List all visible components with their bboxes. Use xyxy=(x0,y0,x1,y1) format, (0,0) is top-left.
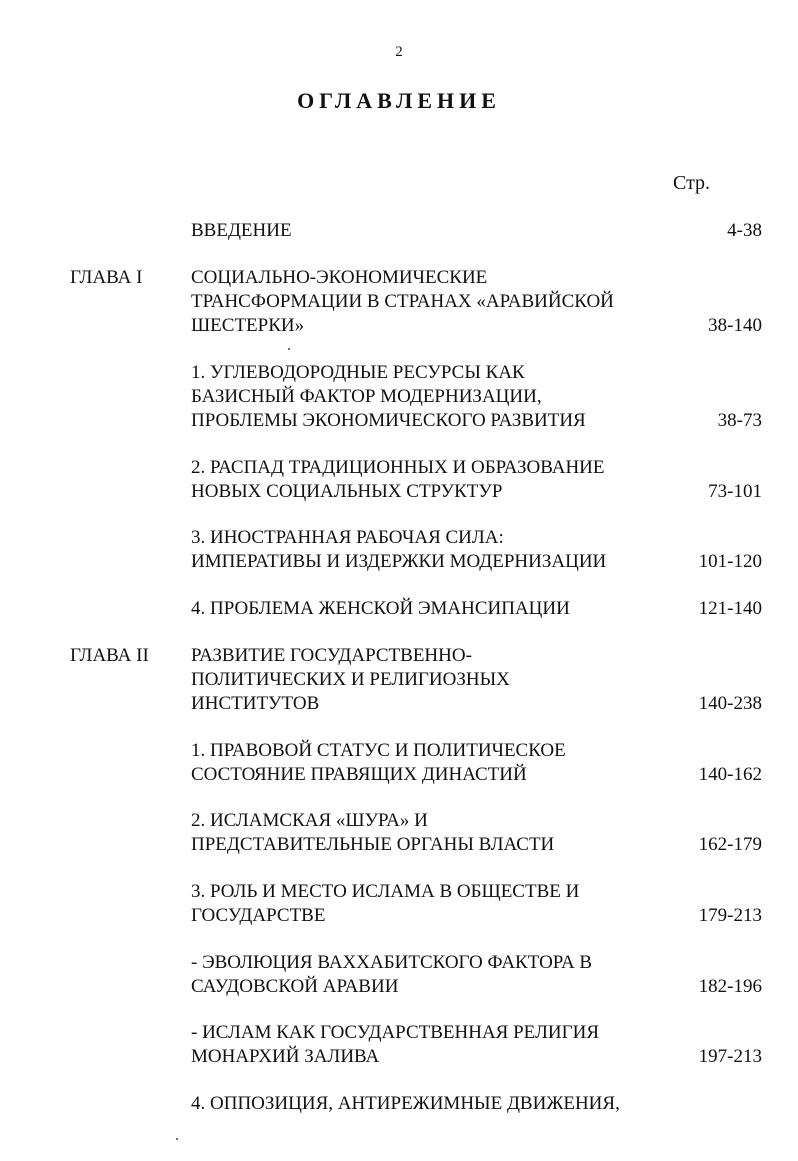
toc-entry-title-line: НОВЫХ СОЦИАЛЬНЫХ СТРУКТУР xyxy=(191,481,503,502)
toc-entry-title-line: СОСТОЯНИЕ ПРАВЯЩИХ ДИНАСТИЙ xyxy=(191,764,527,785)
toc-entry xyxy=(0,880,798,928)
toc-entry xyxy=(0,266,798,338)
toc-entry-pages: 4-38 xyxy=(727,220,762,241)
toc-entry-title-line: ПРЕДСТАВИТЕЛЬНЫЕ ОРГАНЫ ВЛАСТИ xyxy=(191,834,555,855)
toc-entry-title-line: 1. ПРАВОВОЙ СТАТУС И ПОЛИТИЧЕСКОЕ xyxy=(191,740,566,761)
toc-entry xyxy=(0,361,798,433)
toc-entry xyxy=(0,219,798,243)
toc-entry-title-line: ИМПЕРАТИВЫ И ИЗДЕРЖКИ МОДЕРНИЗАЦИИ xyxy=(191,551,607,572)
toc-entry-chapter-label: ГЛАВА I xyxy=(70,267,143,288)
toc-entry-title-line: - ЭВОЛЮЦИЯ ВАХХАБИТСКОГО ФАКТОРА В xyxy=(191,952,593,973)
toc-entry xyxy=(0,1021,798,1069)
toc-entry-title-line: ШЕСТЕРКИ» xyxy=(191,315,305,336)
scan-speck xyxy=(288,348,290,350)
toc-entry-title-line: 4. ОППОЗИЦИЯ, АНТИРЕЖИМНЫЕ ДВИЖЕНИЯ, xyxy=(191,1093,620,1114)
toc-entry-title-line: РАЗВИТИЕ ГОСУДАРСТВЕННО- xyxy=(191,645,472,666)
toc-entry-pages: 197-213 xyxy=(698,1046,762,1067)
toc-entry-title-line: 2. РАСПАД ТРАДИЦИОННЫХ И ОБРАЗОВАНИЕ xyxy=(191,457,605,478)
toc-entry-title-line: ТРАНСФОРМАЦИИ В СТРАНАХ «АРАВИЙСКОЙ xyxy=(191,291,614,312)
toc-entry-pages: 140-162 xyxy=(698,764,762,785)
toc-entry xyxy=(0,1092,798,1116)
toc-entry-title-line: 4. ПРОБЛЕМА ЖЕНСКОЙ ЭМАНСИПАЦИИ xyxy=(191,598,570,619)
toc-entry-title-line: - ИСЛАМ КАК ГОСУДАРСТВЕННАЯ РЕЛИГИЯ xyxy=(191,1022,600,1043)
toc-heading: ОГЛАВЛЕНИЕ xyxy=(297,88,501,113)
toc-entry-pages: 101-120 xyxy=(698,551,762,572)
toc-entry-title-line: ГОСУДАРСТВЕ xyxy=(191,905,326,926)
page-number: 2 xyxy=(395,44,403,60)
toc-entry-title-line: ИНСТИТУТОВ xyxy=(191,693,320,714)
toc-entry-title-line: 3. ИНОСТРАННАЯ РАБОЧАЯ СИЛА: xyxy=(191,527,504,548)
toc-entry-pages: 121-140 xyxy=(698,598,762,619)
toc-entry xyxy=(0,597,798,621)
toc-entry-title-line: СОЦИАЛЬНО-ЭКОНОМИЧЕСКИЕ xyxy=(191,267,488,288)
toc-entry-title-line: ПОЛИТИЧЕСКИХ И РЕЛИГИОЗНЫХ xyxy=(191,669,510,690)
toc-entry-title-line: МОНАРХИЙ ЗАЛИВА xyxy=(191,1046,380,1067)
scan-speck xyxy=(176,1138,178,1140)
toc-entry xyxy=(0,456,798,504)
toc-entry-pages: 38-73 xyxy=(717,410,762,431)
toc-entry-pages: 182-196 xyxy=(698,976,762,997)
toc-entry-title-line: ВВЕДЕНИЕ xyxy=(191,220,292,241)
toc-entry-pages: 162-179 xyxy=(698,834,762,855)
toc-entry-title-line: САУДОВСКОЙ АРАВИИ xyxy=(191,976,399,997)
toc-entry-pages: 38-140 xyxy=(708,315,762,336)
toc-entry-title-line: ПРОБЛЕМЫ ЭКОНОМИЧЕСКОГО РАЗВИТИЯ xyxy=(191,410,586,431)
toc-entry-title xyxy=(191,1092,671,1116)
toc-entry xyxy=(0,809,798,857)
toc-entry-title-line: БАЗИСНЫЙ ФАКТОР МОДЕРНИЗАЦИИ, xyxy=(191,386,542,407)
toc-entry-chapter-label: ГЛАВА II xyxy=(70,645,149,666)
toc-entry-title-line: 1. УГЛЕВОДОРОДНЫЕ РЕСУРСЫ КАК xyxy=(191,362,525,383)
pages-column-label: Стр. xyxy=(673,172,711,194)
toc-entry-pages: 140-238 xyxy=(698,693,762,714)
toc-entry xyxy=(0,644,798,716)
toc-entry-pages: 73-101 xyxy=(708,481,762,502)
toc-entry xyxy=(0,951,798,999)
toc-entry-title-line: 3. РОЛЬ И МЕСТО ИСЛАМА В ОБЩЕСТВЕ И xyxy=(191,881,580,902)
toc-entry-pages: 179-213 xyxy=(698,905,762,926)
toc-entry-title-line: 2. ИСЛАМСКАЯ «ШУРА» И xyxy=(191,810,428,831)
toc-entry xyxy=(0,526,798,574)
toc-entry xyxy=(0,739,798,787)
